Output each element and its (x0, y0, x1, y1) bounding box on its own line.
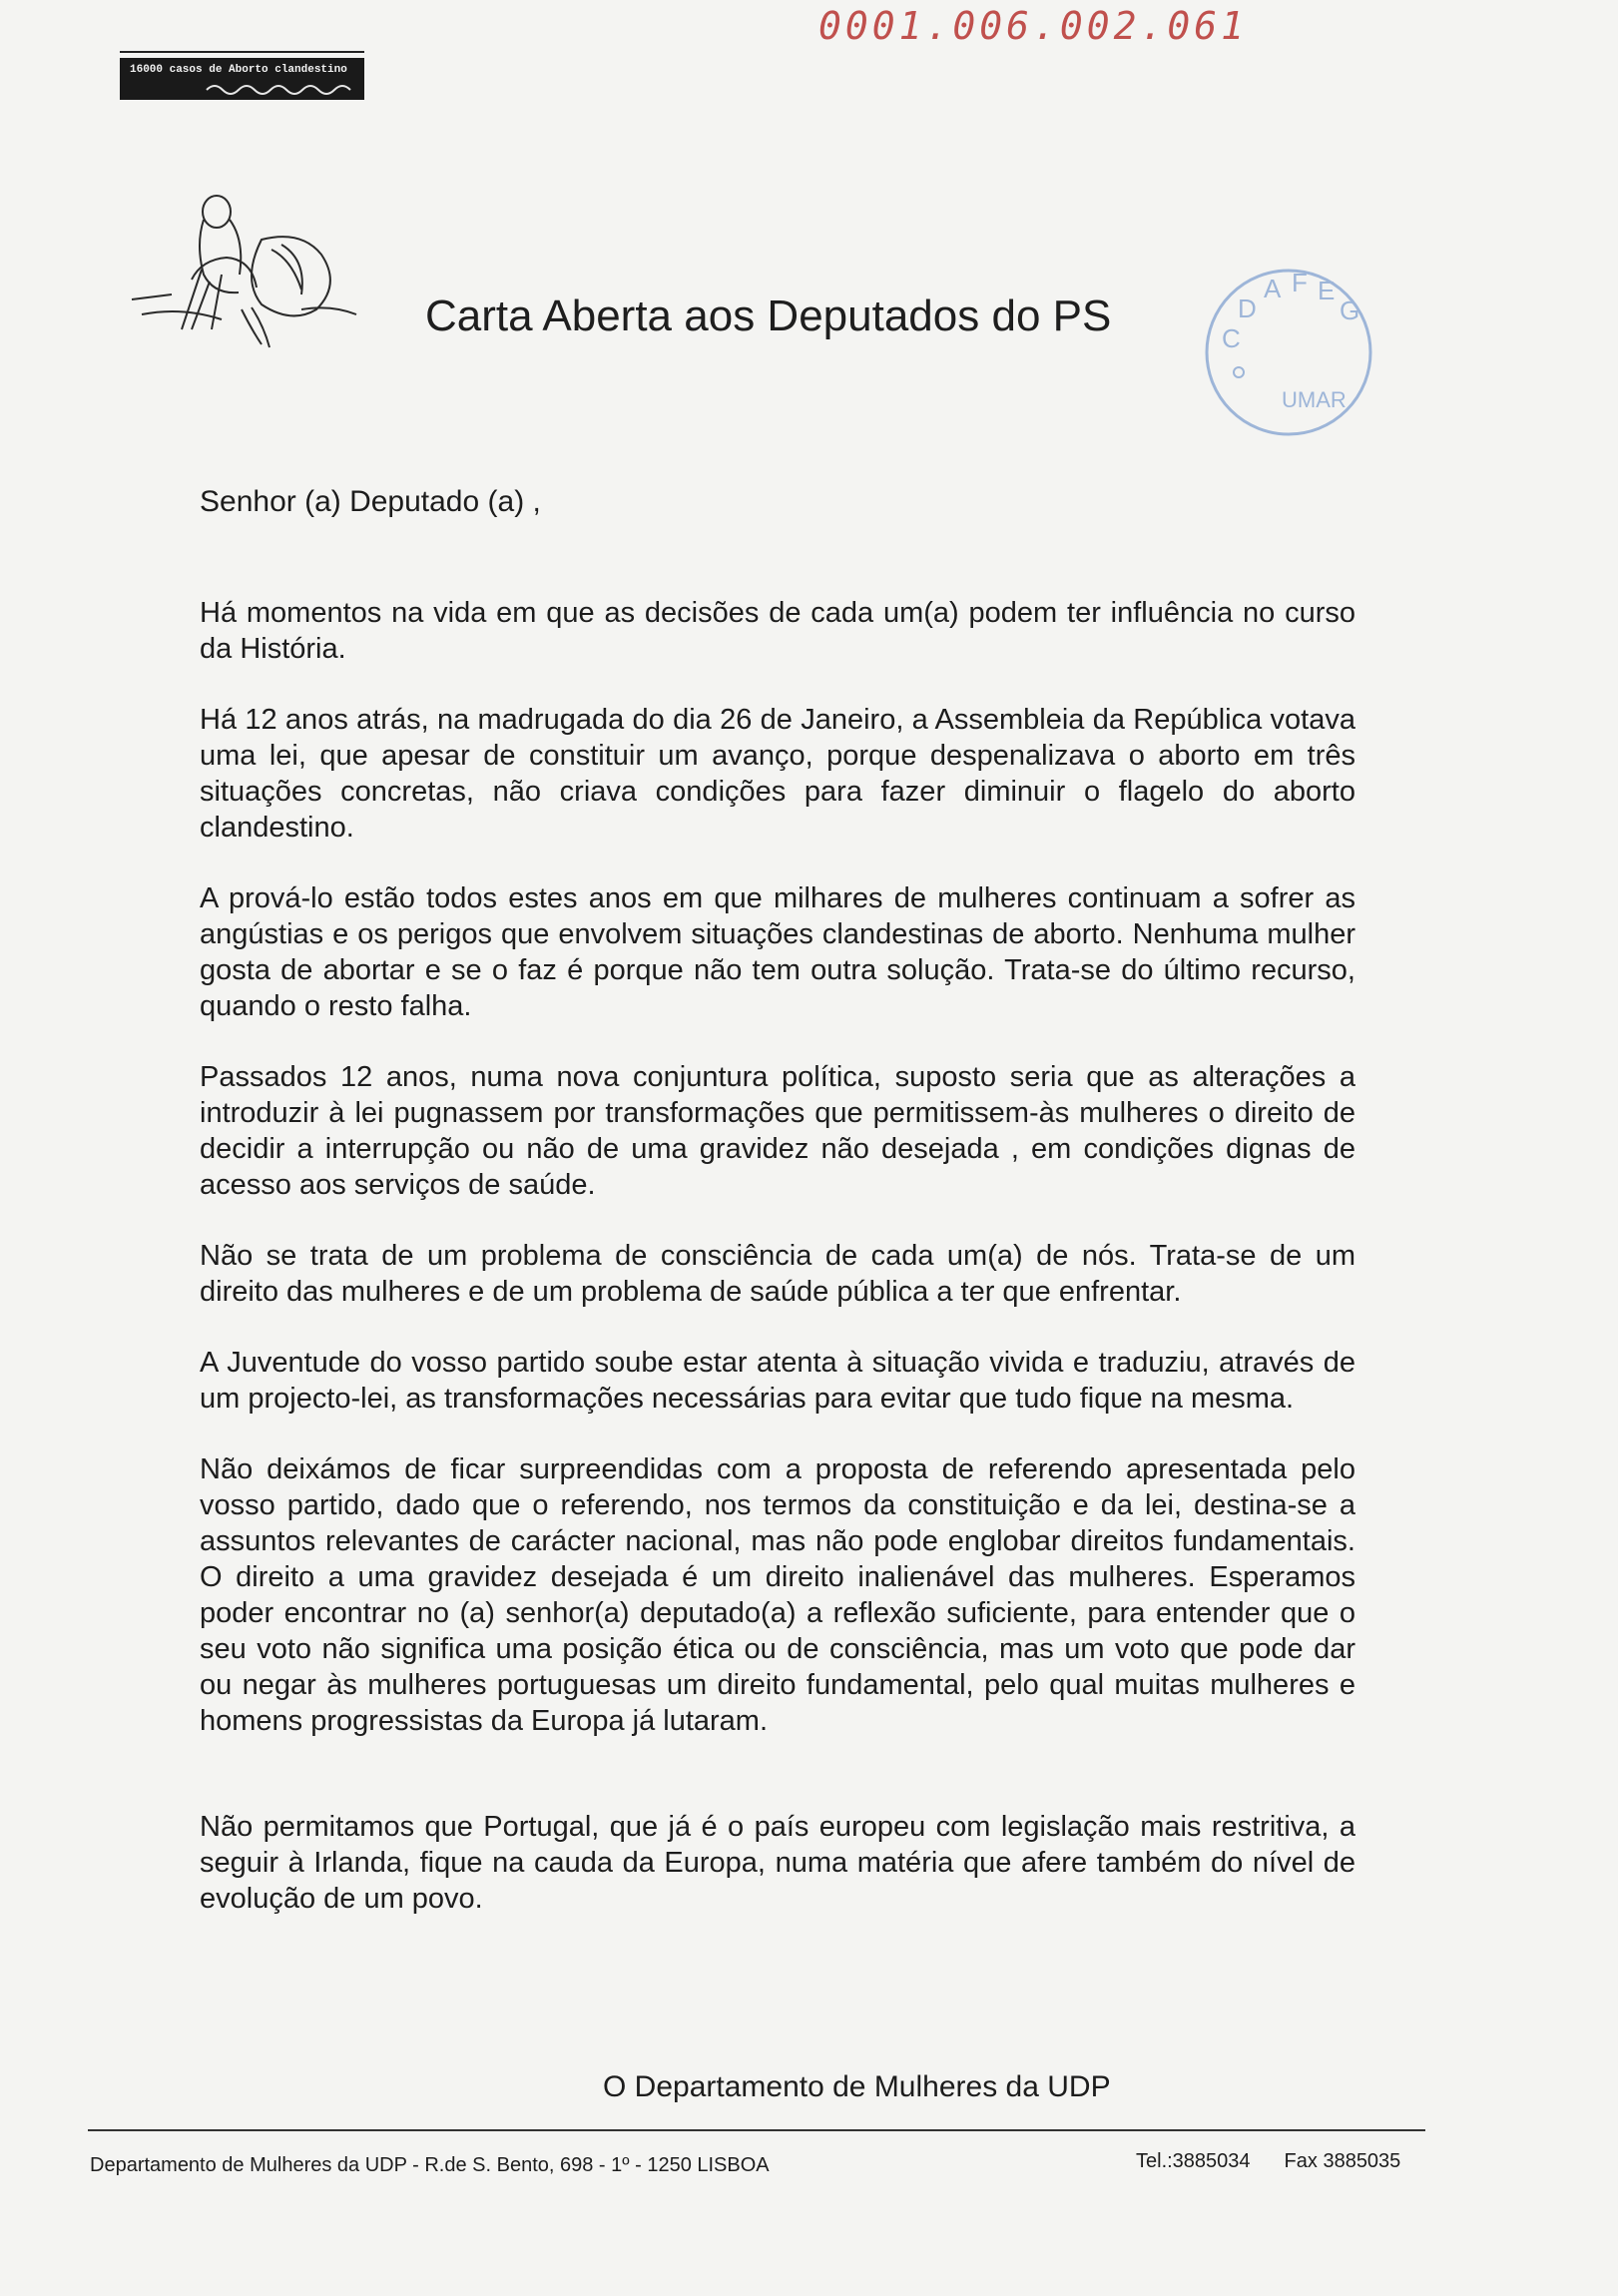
letter-paragraph: Não deixámos de ficar surpreendidas com a proposta de referendo apresentada pelo vosso partido, dado que o referendo, nos termos da constituição e da lei, destina-se a assuntos relevantes de carácter nacional, mas não pode englobar direitos fundamentais. O direito a uma gravidez desejada é um direito inalienável das mulheres. Esperamos poder encontrar no (a) senhor(a) deputado(a) a reflexão suficiente, para entender que o seu voto não significa uma posição ética ou de consciência, mas um voto que pode dar ou negar às mulheres portuguesas um direito fundamental, pelo qual muitas mulheres e homens progressistas da Europa já lutaram. (200, 1453, 1355, 1737)
footer-phone: Tel.:3885034 (1136, 2150, 1251, 2172)
svg-text:G: G (1340, 295, 1360, 325)
letter-body (200, 595, 1355, 1952)
banner-top-rule (120, 51, 364, 53)
seated-woman-illustration (122, 190, 361, 359)
letter-title: Carta Aberta aos Deputados do PS (425, 291, 1112, 340)
letter-paragraph: A prová-lo estão todos estes anos em que milhares de mulheres continuam a sofrer as angústias e os perigos que envolvem situações clandestinas de aborto. Nenhuma mulher gosta de abortar e se o faz é porque não tem outra solução. Trata-se do último recurso, quando o resto falha. (200, 882, 1355, 1022)
letter-paragraph: A Juventude do vosso partido soube estar atenta à situação vivida e traduziu, através de um projecto-lei, as transformações necessárias para evitar que tudo fique na mesma. (200, 1347, 1355, 1415)
letter-salutation: Senhor (a) Deputado (a) , (200, 485, 541, 518)
footer-address: Departamento de Mulheres da UDP - R.de S. Bento, 698 - 1º - 1250 LISBOA (90, 2154, 770, 2176)
footer-divider (88, 2129, 1425, 2131)
banner-handwriting-mark (205, 78, 364, 98)
svg-text:D: D (1238, 293, 1257, 323)
svg-text:E: E (1318, 276, 1336, 305)
svg-text:F: F (1292, 268, 1308, 297)
letter-paragraph: Há momentos na vida em que as decisões de cada um(a) podem ter influência no curso da História. (200, 597, 1355, 665)
campaign-banner-text: 16000 casos de Aborto clandestino (130, 64, 347, 76)
archive-reference-code: 0001.006.002.061 (818, 4, 1249, 48)
letter-paragraph: Há 12 anos atrás, na madrugada do dia 26 de Janeiro, a Assembleia da República votava uma lei, que apesar de constituir um avanço, porque despenalizava o aborto em três situações concretas, não criava condições para fazer diminuir o flagelo do aborto clandestino. (200, 704, 1355, 844)
letter-paragraph: Não se trata de um problema de consciência de cada um(a) de nós. Trata-se de um direito das mulheres e de um problema de saúde pública a ter que enfrentar. (200, 1240, 1355, 1308)
footer-fax: Fax 3885035 (1284, 2150, 1401, 2172)
footer-contact (1136, 2150, 1400, 2173)
letter-signature: O Departamento de Mulheres da UDP (603, 2070, 1111, 2103)
svg-text:UMAR: UMAR (1282, 387, 1347, 412)
svg-text:A: A (1264, 274, 1282, 303)
organization-stamp (1194, 258, 1383, 447)
letter-paragraph: Não permitamos que Portugal, que já é o país europeu com legislação mais restritiva, a seguir à Irlanda, fique na cauda da Europa, numa matéria que afere também do nível de evolução de um povo. (200, 1811, 1355, 1915)
letter-paragraph: Passados 12 anos, numa nova conjuntura política, suposto seria que as alterações a introduzir à lei pugnassem por transformações que permitissem-às mulheres o direito de decidir a interrupção ou não de uma gravidez não desejada , em condições dignas de acesso aos serviços de saúde. (200, 1061, 1355, 1201)
svg-text:C: C (1222, 323, 1241, 353)
